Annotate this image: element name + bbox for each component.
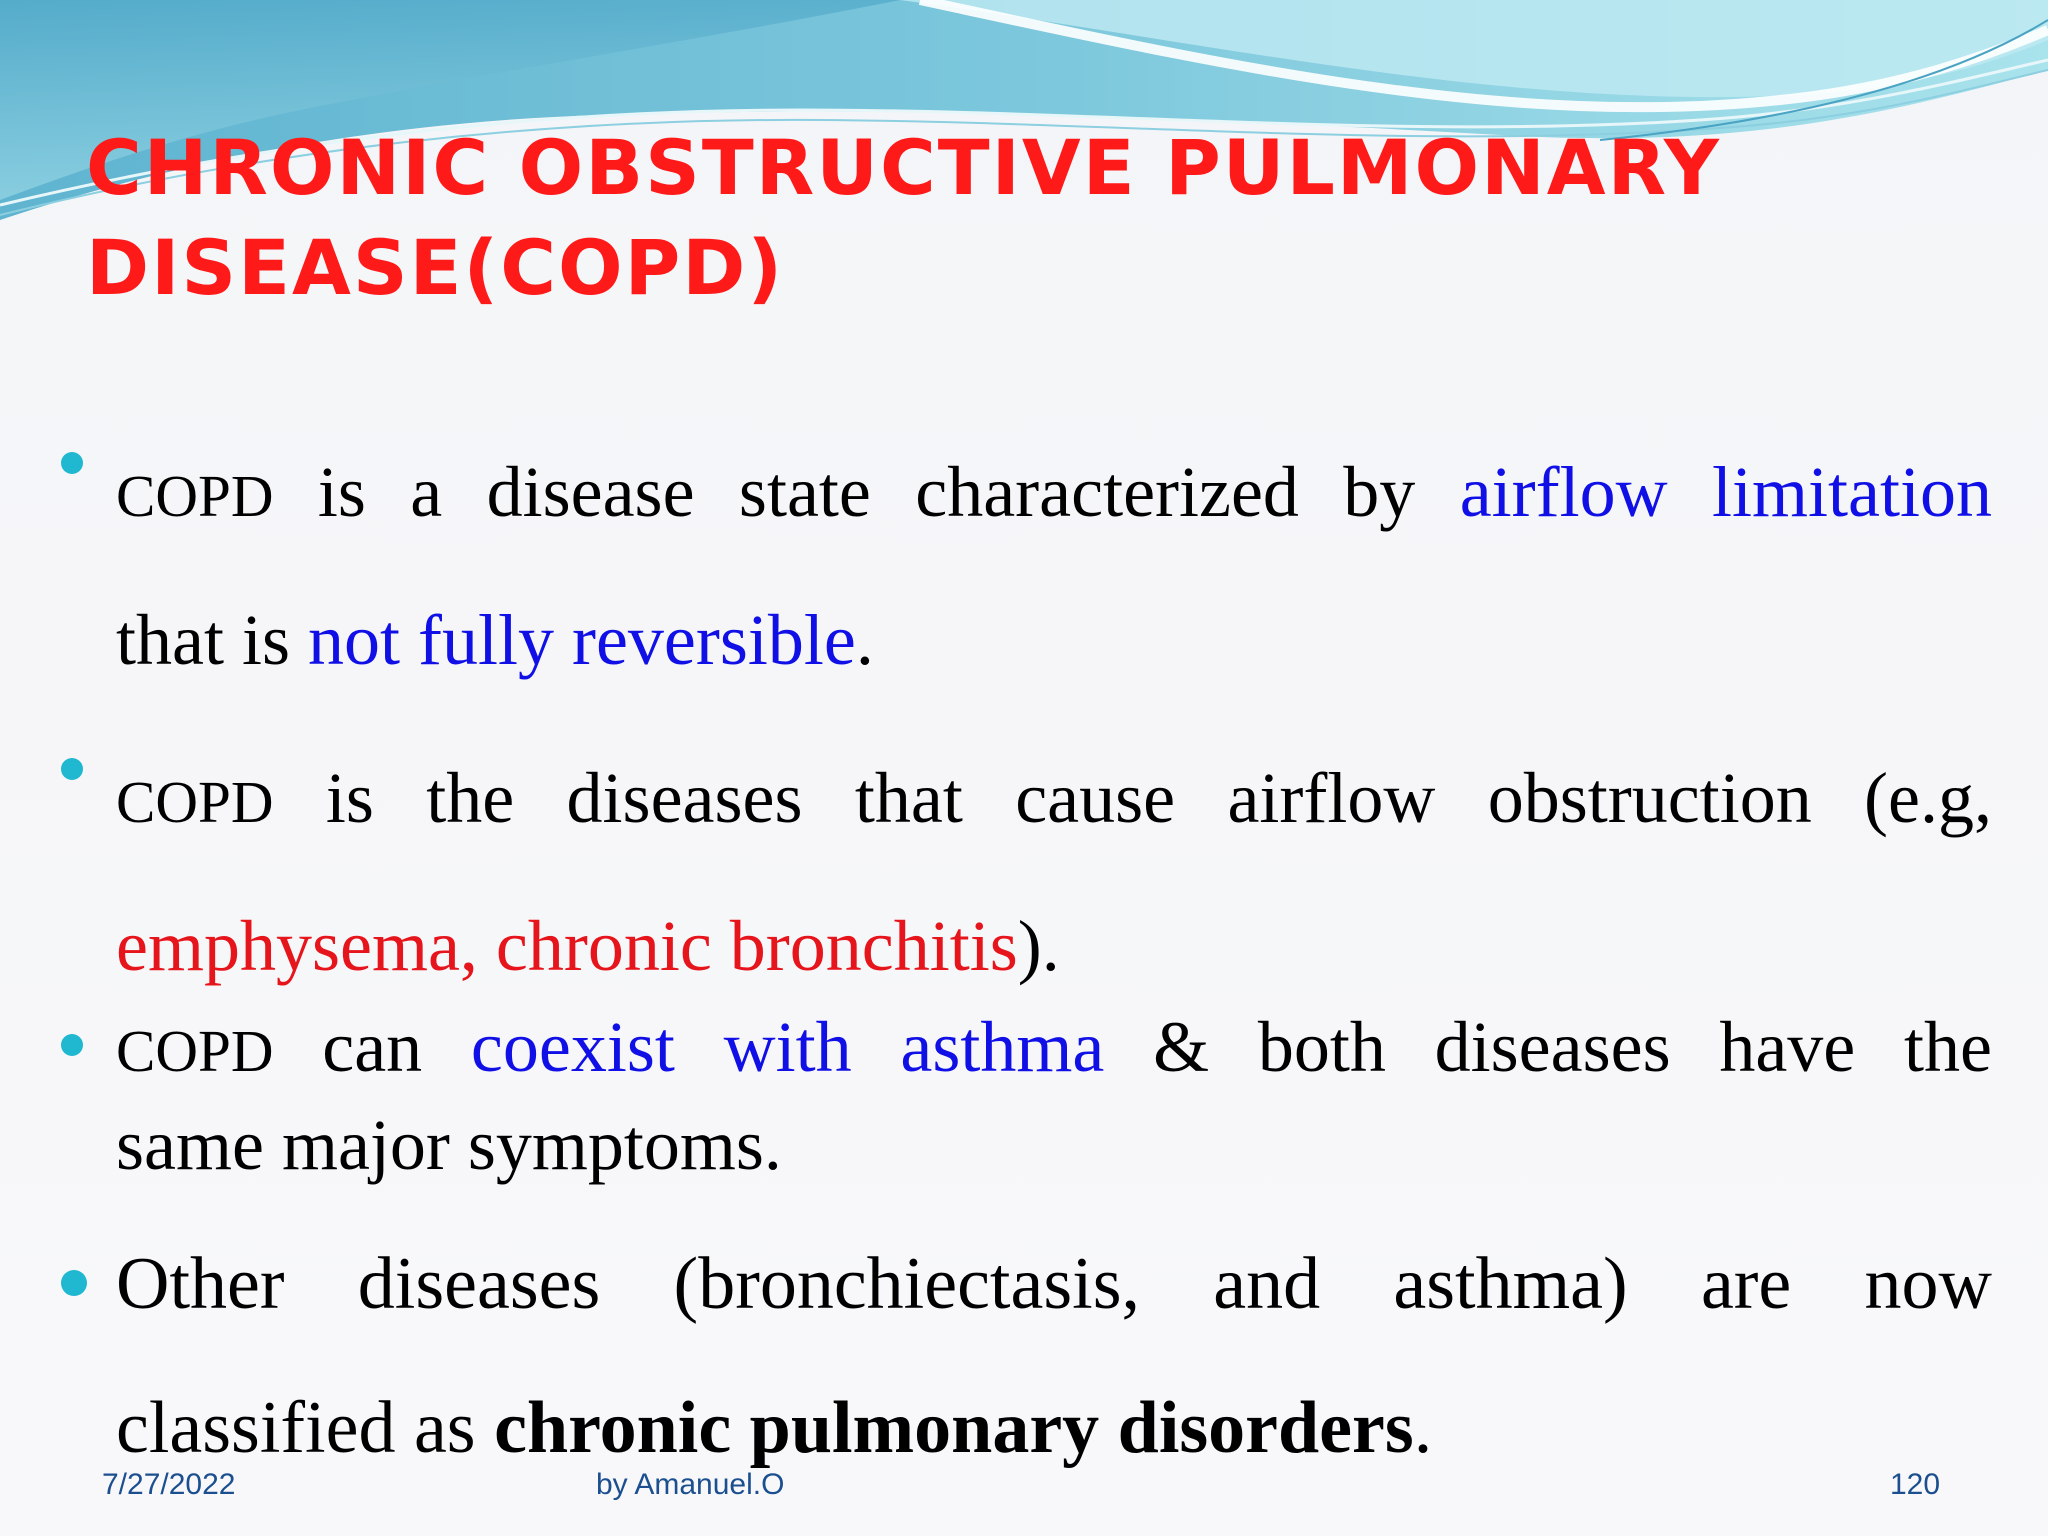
bold-term: chronic pulmonary disorders (494, 1387, 1414, 1469)
bullet-item-4 (116, 1212, 1992, 1500)
bullet-text-segment: classified as (116, 1387, 495, 1469)
highlight-text: coexist with asthma (470, 1007, 1105, 1087)
highlight-text: not fully reversible (308, 600, 856, 680)
bullet-item-3 (116, 1000, 1992, 1192)
footer-author: by Amanuel.O (596, 1468, 785, 1501)
bullet-text-segment: & both diseases have the (1104, 1007, 1992, 1087)
copd-term: COPD (116, 769, 274, 835)
bullet-text-segment: . (1413, 1387, 1433, 1469)
bullet-text-segment: is the diseases that cause airflow obstruction (e.g, (273, 758, 1992, 838)
bullet-marker (61, 758, 83, 780)
bullet-text-segment: . (855, 600, 874, 680)
copd-term: COPD (116, 1018, 274, 1084)
title-line-2: DISEASE(COPD) (86, 223, 785, 312)
slide-number: 120 (1890, 1468, 1941, 1501)
bullet-text-segment: Other diseases (bronchiectasis, and asthma) are now (116, 1243, 1992, 1325)
bullet-marker (61, 1270, 87, 1296)
bullet-text-segment: that is (116, 600, 308, 680)
highlight-text: emphysema, chronic bronchitis (116, 906, 1018, 986)
title-line-1: CHRONIC OBSTRUCTIVE PULMONARY (86, 123, 1721, 212)
bullet-text-segment: is a disease state characterized by (273, 452, 1460, 532)
bullet-text-segment: ). (1017, 906, 1060, 986)
footer-date: 7/27/2022 (102, 1468, 236, 1501)
bullet-text-segment: can (273, 1007, 471, 1087)
bullet-marker (61, 452, 83, 474)
copd-term: COPD (116, 463, 274, 529)
highlight-text: airflow limitation (1459, 452, 1992, 532)
bullet-marker (61, 1034, 83, 1056)
bullet-text-segment: same major symptoms. (116, 1105, 782, 1185)
bullet-item-1 (116, 420, 1992, 712)
bullet-item-2 (116, 726, 1992, 1018)
